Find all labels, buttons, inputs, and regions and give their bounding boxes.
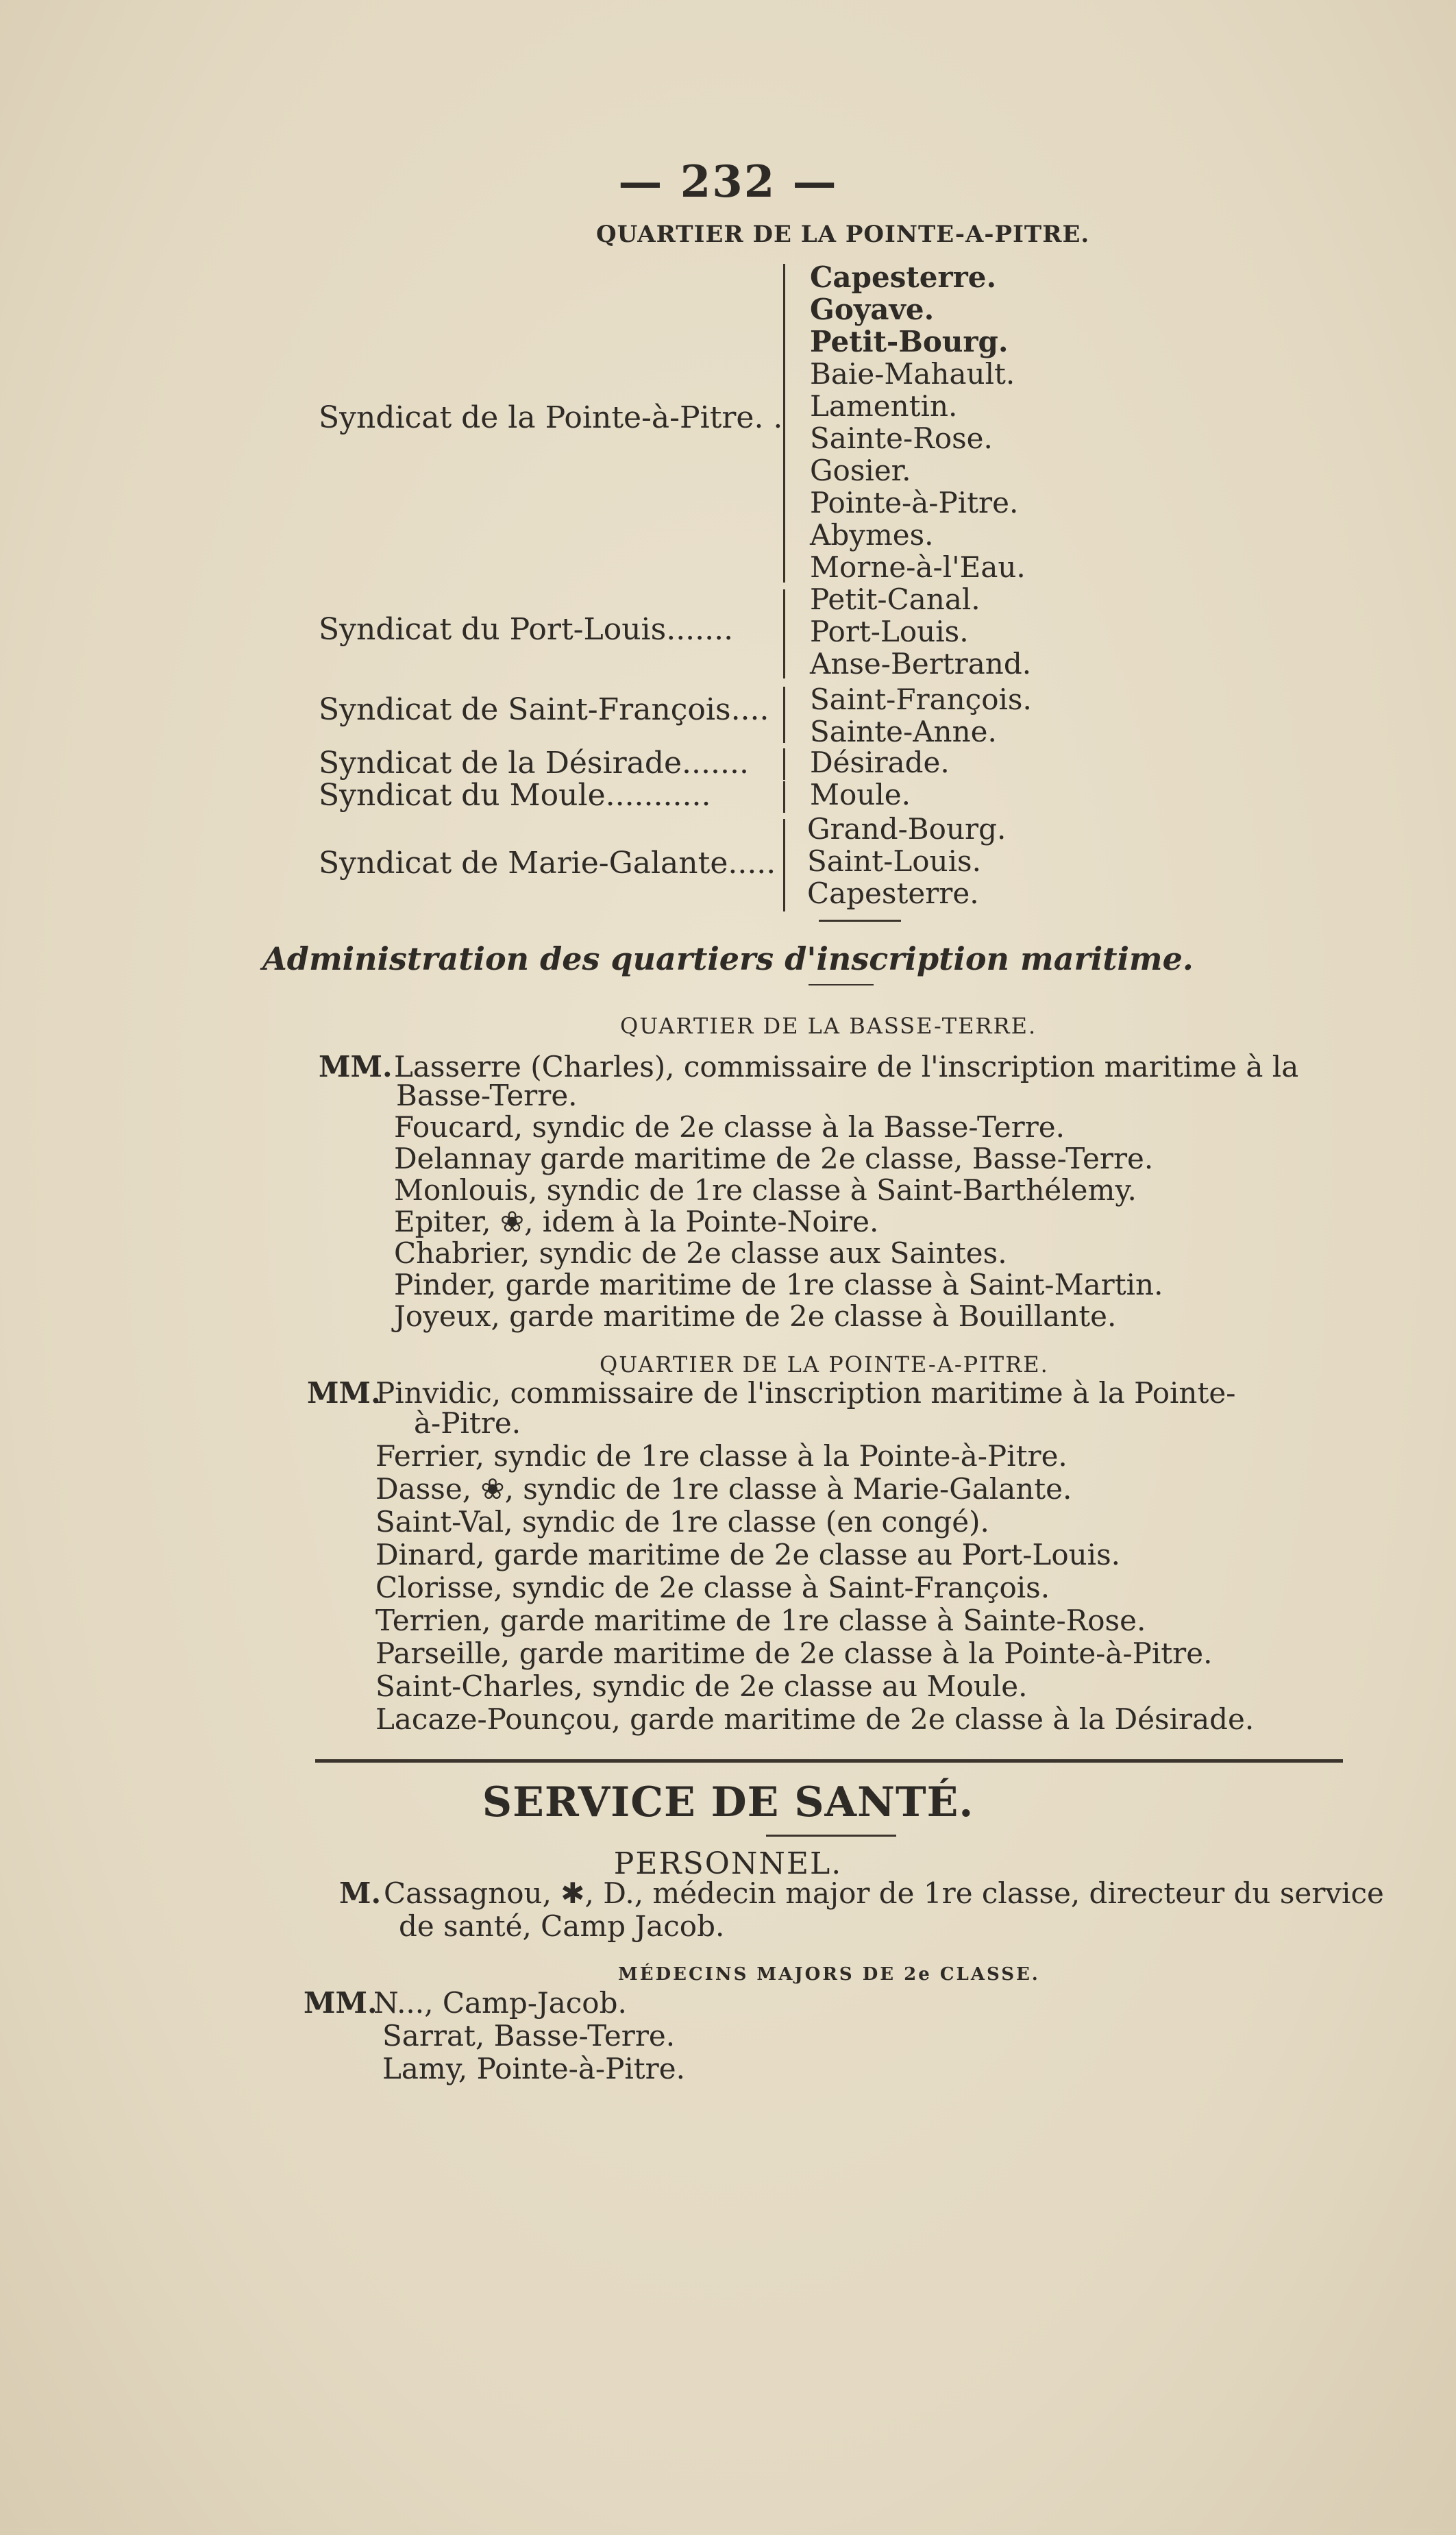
town: Anse-Bertrand. <box>810 647 1032 681</box>
separator <box>819 920 901 922</box>
town: Capesterre. <box>807 877 979 910</box>
town: Baie-Mahault. <box>810 357 1015 391</box>
syndicat-name: Syndicat de la Pointe-à-Pitre. . <box>319 400 783 435</box>
brace <box>783 748 785 780</box>
town: Moule. <box>810 778 911 811</box>
mm-label: MM. <box>304 1986 378 2020</box>
town: Saint-François. <box>810 683 1032 716</box>
town: Port-Louis. <box>810 615 969 648</box>
medecin-line: N..., Camp-Jacob. <box>373 1986 627 2020</box>
town: Grand-Bourg. <box>807 812 1007 846</box>
quartier-pap-heading: QUARTIER DE LA POINTE-A-PITRE. <box>596 221 1090 248</box>
syndicat-name: Syndicat du Moule........... <box>319 778 711 813</box>
entry-line: Saint-Val, syndic de 1re classe (en congé). <box>375 1505 989 1539</box>
town: Petit-Bourg. <box>810 325 1009 358</box>
mm-label: MM. <box>319 1050 393 1083</box>
entry-line: Basse-Terre. <box>396 1079 578 1112</box>
entry-line: Foucard, syndic de 2e classe à la Basse-Terre. <box>394 1110 1065 1144</box>
town: Morne-à-l'Eau. <box>810 550 1026 584</box>
quartier-bt-heading: QUARTIER DE LA BASSE-TERRE. <box>620 1013 1037 1039</box>
entry-line: Delannay garde maritime de 2e classe, Basse-Terre. <box>394 1142 1154 1175</box>
mm-label: MM. <box>307 1376 381 1410</box>
quartier-pap-heading-2: QUARTIER DE LA POINTE-A-PITRE. <box>600 1351 1049 1377</box>
entry-line: Parseille, garde maritime de 2e classe à la Pointe-à-Pitre. <box>375 1637 1213 1670</box>
town: Gosier. <box>810 454 911 487</box>
admin-heading: Administration des quartiers d'inscription maritime. <box>262 940 1194 977</box>
medecin-line: Lamy, Pointe-à-Pitre. <box>382 2052 685 2085</box>
section-rule <box>315 1759 1343 1763</box>
brace <box>783 781 785 813</box>
entry-line: Lasserre (Charles), commissaire de l'inscription maritime à la <box>394 1050 1299 1083</box>
entry-line: Pinder, garde maritime de 1re classe à Saint-Martin. <box>394 1268 1163 1301</box>
separator <box>809 984 874 985</box>
syndicat-name: Syndicat de Marie-Galante..... <box>319 846 776 881</box>
town: Pointe-à-Pitre. <box>810 486 1019 519</box>
town: Goyave. <box>810 293 935 326</box>
town: Sainte-Anne. <box>810 715 997 748</box>
syndicat-name: Syndicat de Saint-François.... <box>319 692 769 727</box>
town: Saint-Louis. <box>807 844 981 878</box>
service-sante-heading: SERVICE DE SANTÉ. <box>482 1778 974 1826</box>
separator <box>766 1835 896 1837</box>
medecins-heading: MÉDECINS MAJORS DE 2e CLASSE. <box>618 1964 1040 1985</box>
brace <box>783 589 785 678</box>
entry-line: Dinard, garde maritime de 2e classe au Port-Louis. <box>375 1538 1120 1571</box>
syndicat-name: Syndicat de la Désirade....... <box>319 746 749 781</box>
town: Petit-Canal. <box>810 583 980 616</box>
entry-line: Monlouis, syndic de 1re classe à Saint-Barthélemy. <box>394 1173 1137 1207</box>
brace <box>783 819 785 911</box>
entry-line: Joyeux, garde maritime de 2e classe à Bouillante. <box>394 1299 1117 1333</box>
director-line: Cassagnou, ✱, D., médecin major de 1re classe, directeur du service <box>384 1876 1384 1910</box>
entry-line: à-Pitre. <box>414 1406 521 1440</box>
town: Lamentin. <box>810 389 958 423</box>
entry-line: Clorisse, syndic de 2e classe à Saint-François. <box>375 1571 1050 1604</box>
brace <box>783 687 785 743</box>
entry-line: Terrien, garde maritime de 1re classe à Sainte-Rose. <box>375 1604 1146 1637</box>
entry-line: Pinvidic, commissaire de l'inscription maritime à la Pointe- <box>375 1376 1236 1410</box>
town: Abymes. <box>810 518 934 552</box>
town: Capesterre. <box>810 260 997 294</box>
entry-line: Ferrier, syndic de 1re classe à la Pointe-à-Pitre. <box>375 1439 1068 1473</box>
director-prefix: M. <box>339 1876 382 1910</box>
director-line: de santé, Camp Jacob. <box>399 1909 725 1943</box>
entry-line: Chabrier, syndic de 2e classe aux Saintes. <box>394 1236 1007 1270</box>
personnel-heading: PERSONNEL. <box>613 1846 843 1881</box>
entry-line: Lacaze-Pounçou, garde maritime de 2e classe à la Désirade. <box>375 1702 1255 1736</box>
medecin-line: Sarrat, Basse-Terre. <box>382 2019 676 2053</box>
entry-line: Dasse, ❀, syndic de 1re classe à Marie-Galante. <box>375 1472 1072 1506</box>
page-number: — 232 — <box>618 156 838 208</box>
town: Désirade. <box>810 746 950 779</box>
entry-line: Epiter, ❀, idem à la Pointe-Noire. <box>394 1205 879 1238</box>
town: Sainte-Rose. <box>810 421 993 455</box>
brace <box>783 264 785 583</box>
syndicat-name: Syndicat du Port-Louis....... <box>319 612 734 647</box>
entry-line: Saint-Charles, syndic de 2e classe au Moule. <box>375 1669 1028 1703</box>
